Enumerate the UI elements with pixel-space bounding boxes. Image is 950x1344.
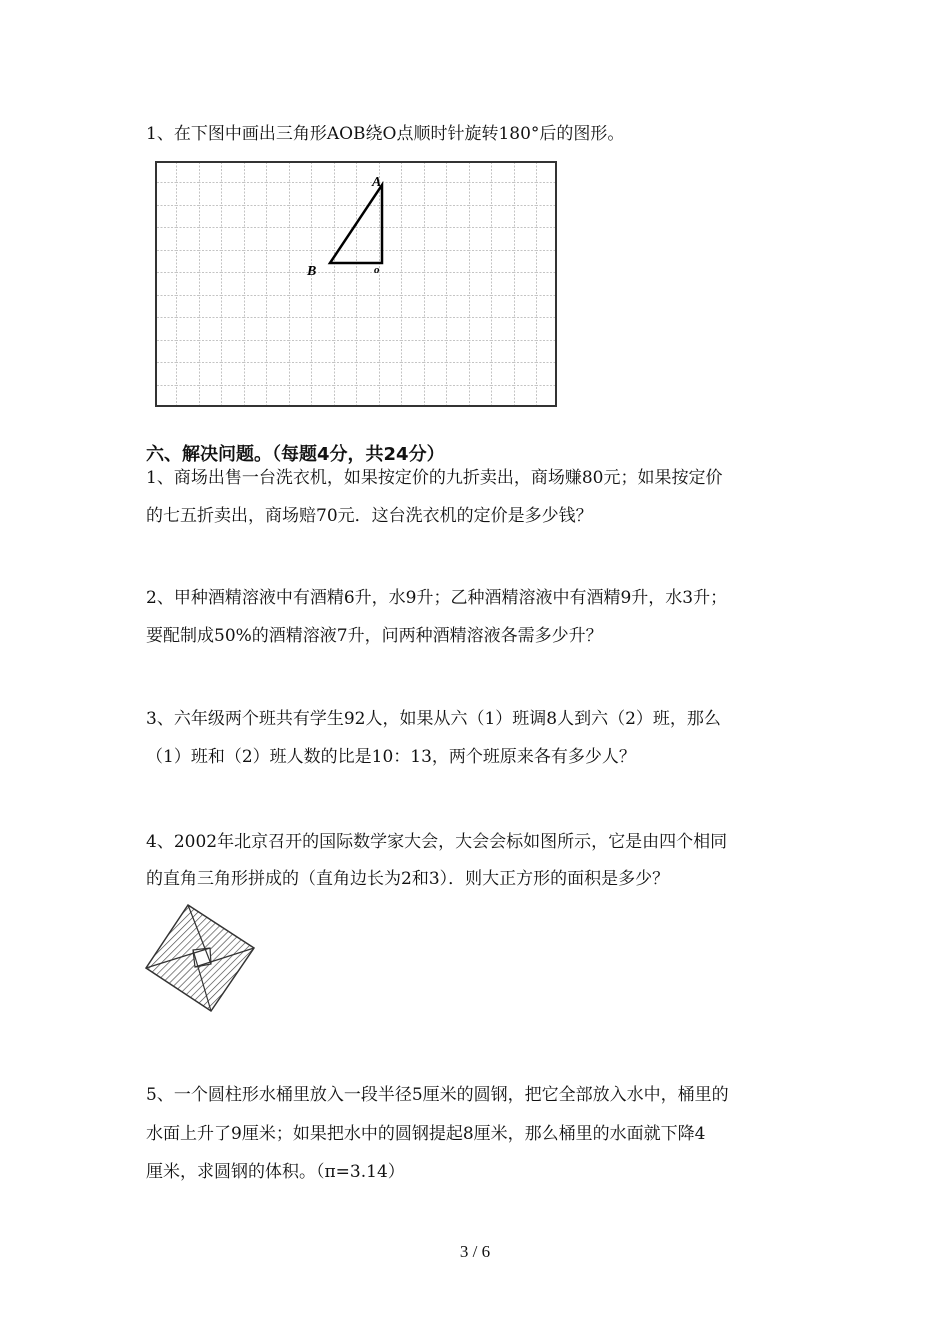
q3-line1: 3、六年级两个班共有学生92人，如果从六（1）班调8人到六（2）班，那么 bbox=[146, 709, 721, 729]
grid-figure bbox=[154, 160, 558, 408]
page-number: 3 / 6 bbox=[459, 1242, 491, 1261]
q2-line2: 要配制成50%的酒精溶液7升，问两种酒精溶液各需多少升？ bbox=[146, 626, 603, 646]
q5-line3: 厘米，求圆钢的体积。（π=3.14） bbox=[146, 1162, 405, 1182]
question-rotate-triangle: 1、在下图中画出三角形AOB绕O点顺时针旋转180°后的图形。 bbox=[146, 124, 625, 144]
q4-line2: 的直角三角形拼成的（直角边长为2和3）．则大正方形的面积是多少？ bbox=[146, 869, 670, 889]
q2-line1: 2、甲种酒精溶液中有酒精6升，水9升；乙种酒精溶液中有酒精9升，水3升； bbox=[146, 588, 728, 608]
label-b: B bbox=[307, 264, 317, 279]
q1-line2: 的七五折卖出，商场赔70元．这台洗衣机的定价是多少钱？ bbox=[146, 506, 593, 526]
grid-lines bbox=[156, 162, 556, 406]
q4-line1: 4、2002年北京召开的国际数学家大会，大会会标如图所示，它是由四个相同 bbox=[146, 832, 728, 852]
label-a: A bbox=[372, 175, 382, 190]
q5-line1: 5、一个圆柱形水桶里放入一段半径5厘米的圆钢，把它全部放入水中，桶里的 bbox=[146, 1085, 729, 1105]
q3-line2: （1）班和（2）班人数的比是10：13，两个班原来各有多少人？ bbox=[146, 747, 636, 767]
q5-line2: 水面上升了9厘米；如果把水中的圆钢提起8厘米，那么桶里的水面就下降4 bbox=[146, 1124, 706, 1144]
emblem-figure bbox=[144, 902, 256, 1014]
section-six-heading: 六、解决问题。（每题4分，共24分） bbox=[146, 444, 445, 465]
grid-svg bbox=[154, 160, 558, 408]
q1-line1: 1、商场出售一台洗衣机，如果按定价的九折卖出，商场赚80元；如果按定价 bbox=[146, 468, 723, 488]
emblem-svg bbox=[144, 902, 256, 1014]
label-o: o bbox=[374, 264, 380, 276]
